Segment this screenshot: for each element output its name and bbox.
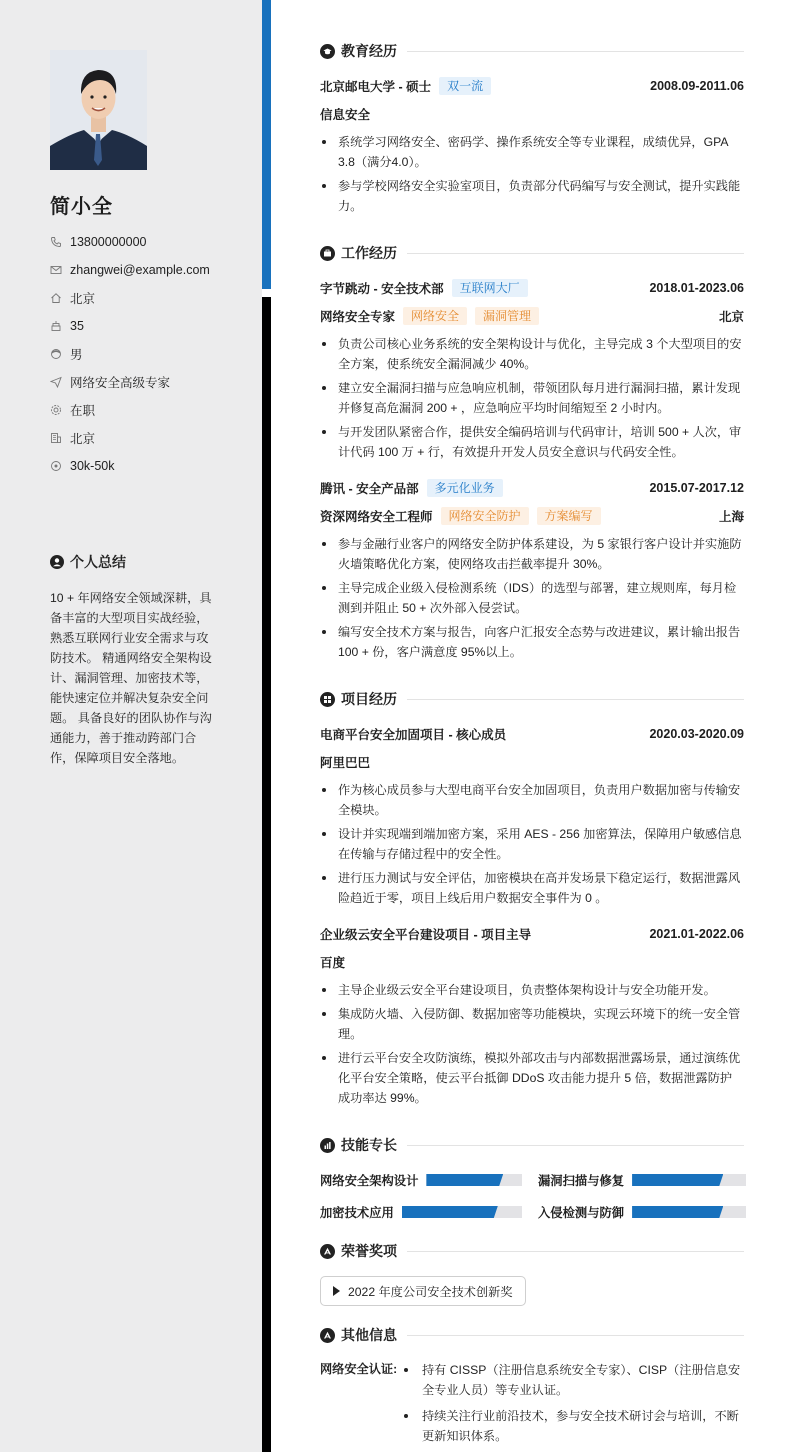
graduation-cap-icon: [320, 44, 335, 59]
project-date: 2020.03-2020.09: [649, 727, 744, 741]
list-item: 设计并实现端到端加密方案，采用 AES - 256 加密算法，保障用户敏感信息在传输与存储过程中的安全性。: [320, 824, 744, 864]
skill-item: [538, 1202, 746, 1222]
grid-icon: [320, 692, 335, 707]
other-title: 其他信息: [341, 1327, 397, 1343]
skill-bar-fill: [632, 1174, 723, 1186]
award-item[interactable]: [320, 1276, 526, 1306]
briefcase-icon: [320, 246, 335, 261]
education-major: 信息安全: [320, 108, 371, 122]
project-entry: [320, 924, 744, 1112]
dark-divider: [262, 297, 271, 1452]
work-heading: [320, 243, 744, 263]
education-date: 2008.09-2011.06: [650, 79, 744, 93]
skill-name: 入侵检测与防御: [538, 1206, 625, 1220]
project-date: 2021.01-2022.06: [649, 927, 744, 941]
project-entry: [320, 724, 744, 912]
info-status: [50, 396, 210, 424]
job-date: 2015.07-2017.12: [649, 481, 744, 495]
list-item: 持续关注行业前沿技术，参与安全技术研讨会与培训，不断更新知识体系。: [404, 1406, 744, 1446]
list-item: 集成防火墙、入侵防御、数据加密等功能模块，实现云环境下的统一安全管理。: [320, 1004, 744, 1044]
project-bullets: [320, 980, 744, 1108]
job-bullets: [320, 534, 744, 662]
company-name: 字节跳动 - 安全技术部: [320, 282, 444, 296]
projects-heading: [320, 689, 744, 709]
info-gender: [50, 340, 210, 368]
list-item: 参与学校网络安全实验室项目，负责部分代码编写与安全测试，提升实践能力。: [320, 176, 744, 216]
info-icon: [320, 1328, 335, 1343]
info-salary: [50, 452, 210, 480]
other-info: [320, 1358, 744, 1452]
play-triangle-icon: [333, 1286, 340, 1296]
info-gender-text: 男: [70, 348, 83, 362]
user-circle-icon: [50, 555, 64, 569]
info-phone: [50, 228, 210, 256]
skill-item: [320, 1202, 522, 1222]
section-rule: [407, 1145, 744, 1146]
list-item: 建立安全漏洞扫描与应急响应机制，带领团队每月进行漏洞扫描，累计发现并修复高危漏洞 200 + ，应急响应平均时间缩短至 2 小时内。: [320, 378, 744, 418]
other-bullets: [404, 1358, 744, 1452]
company-name: 腾讯 - 安全产品部: [320, 482, 419, 496]
age-icon: [50, 320, 62, 332]
section-rule: [407, 51, 744, 52]
school-tag: 双一流: [439, 77, 491, 95]
projects-title: 项目经历: [341, 691, 397, 707]
info-home: [50, 284, 210, 312]
job-city: 北京: [718, 310, 744, 324]
list-item: 主导完成企业级入侵检测系统（IDS）的选型与部署，建立规则库，每月检测到并阻止 50 + 次外部入侵尝试。: [320, 578, 744, 618]
job-city: 上海: [718, 510, 744, 524]
bar-chart-icon: [320, 1138, 335, 1153]
gender-icon: [50, 348, 62, 360]
skill-bar-fill: [426, 1174, 503, 1186]
project-bullets: [320, 780, 744, 908]
list-item: 编写安全技术方案与报告，向客户汇报安全态势与改进建议，累计输出报告 100 + 份，客户满意度 95%以上。: [320, 622, 744, 662]
skill-bar-fill: [632, 1206, 723, 1218]
honors-heading: [320, 1241, 744, 1261]
other-heading: [320, 1325, 744, 1345]
summary-title: 个人总结: [70, 554, 126, 570]
summary-text: 10 + 年网络安全领域深耕，具备丰富的大型项目实战经验，熟悉互联网行业安全需求与攻防技术。 精通网络安全架构设计、漏洞管理、加密技术等，能快速定位并解决复杂安全问题。 具备良好的团队协作与沟通能力，善于推动跨部门合作，保障项目安全落地。: [50, 591, 212, 765]
summary-heading: [50, 552, 126, 572]
job-entry: [320, 478, 744, 666]
skill-bar: [632, 1174, 746, 1186]
info-email-text: zhangwei@example.com: [70, 263, 210, 277]
section-rule: [407, 253, 744, 254]
project-name: 企业级云安全平台建设项目 - 项目主导: [320, 928, 532, 942]
info-location-text: 北京: [70, 432, 96, 446]
project-org: 百度: [320, 956, 346, 970]
accent-divider: [262, 0, 271, 289]
mail-icon: [50, 264, 62, 276]
skills-heading: [320, 1135, 744, 1155]
company-tag: 多元化业务: [427, 479, 503, 497]
job-bullets: [320, 334, 744, 462]
skill-item: [538, 1170, 746, 1190]
project-org: 阿里巴巴: [320, 756, 371, 770]
send-icon: [50, 376, 62, 388]
job-role: 资深网络安全工程师: [320, 510, 433, 524]
list-item: 系统学习网络安全、密码学、操作系统安全等专业课程，成绩优异，GPA 3.8（满分4.0）。: [320, 132, 744, 172]
award-icon: [320, 1244, 335, 1259]
info-status-text: 在职: [70, 404, 96, 418]
profile-name: 简小全: [50, 196, 113, 218]
info-title: [50, 368, 210, 396]
section-rule: [407, 1335, 744, 1336]
certification-label: 网络安全认证:: [320, 1362, 398, 1376]
info-email: [50, 256, 210, 284]
list-item: 主导企业级云安全平台建设项目，负责整体架构设计与安全功能开发。: [320, 980, 744, 1000]
profile-photo: [50, 50, 147, 170]
skill-tag: 方案编写: [537, 507, 601, 525]
status-icon: [50, 404, 62, 416]
info-salary-text: 30k-50k: [70, 459, 115, 473]
skill-tag: 网络安全防护: [441, 507, 529, 525]
building-icon: [50, 432, 62, 444]
skill-bar: [402, 1206, 522, 1218]
salary-icon: [50, 460, 62, 472]
skill-name: 网络安全架构设计: [320, 1174, 419, 1188]
info-home-text: 北京: [70, 292, 96, 306]
info-location: [50, 424, 210, 452]
company-tag: 互联网大厂: [452, 279, 528, 297]
info-age-text: 35: [70, 319, 84, 333]
education-title: 教育经历: [341, 43, 397, 59]
project-name: 电商平台安全加固项目 - 核心成员: [320, 728, 507, 742]
info-title-text: 网络安全高级专家: [70, 376, 171, 390]
list-item: 与开发团队紧密合作，提供安全编码培训与代码审计，培训 500 + 人次，审计代码 100 万 + 行，有效提升开发人员安全意识与代码安全性。: [320, 422, 744, 462]
education-heading: [320, 41, 744, 61]
list-item: 持有 CISSP（注册信息系统安全专家）、CISP（注册信息安全专业人员）等专业认证。: [404, 1360, 744, 1400]
skills-title: 技能专长: [341, 1137, 397, 1153]
section-rule: [407, 1251, 744, 1252]
contact-info-list: [50, 228, 210, 480]
education-entry: [320, 76, 744, 220]
skill-item: [320, 1170, 522, 1190]
work-title: 工作经历: [341, 245, 397, 261]
info-age: [50, 312, 210, 340]
skill-tag: 网络安全: [403, 307, 467, 325]
honors-title: 荣誉奖项: [341, 1243, 397, 1259]
skill-tag: 漏洞管理: [475, 307, 539, 325]
skill-bar: [632, 1206, 746, 1218]
award-label: 2022 年度公司安全技术创新奖: [348, 1284, 513, 1299]
skill-bar: [426, 1174, 522, 1186]
list-item: 作为核心成员参与大型电商平台安全加固项目，负责用户数据加密与传输安全模块。: [320, 780, 744, 820]
section-rule: [407, 699, 744, 700]
list-item: 进行压力测试与安全评估，加密模块在高并发场景下稳定运行，数据泄露风险趋近于零，项目上线后用户数据安全事件为 0 。: [320, 868, 744, 908]
skill-name: 漏洞扫描与修复: [538, 1174, 625, 1188]
home-icon: [50, 292, 62, 304]
list-item: 参与金融行业客户的网络安全防护体系建设，为 5 家银行客户设计并实施防火墙策略优化方案，使网络攻击拦截率提升 30%。: [320, 534, 744, 574]
list-item: 负责公司核心业务系统的安全架构设计与优化，主导完成 3 个大型项目的安全方案，使系统安全漏洞减少 40%。: [320, 334, 744, 374]
job-role: 网络安全专家: [320, 310, 396, 324]
list-item: 进行云平台安全攻防演练，模拟外部攻击与内部数据泄露场景，通过演练优化平台安全策略，使云平台抵御 DDoS 攻击能力提升 5 倍，数据泄露防护成功率达 99%。: [320, 1048, 744, 1108]
skill-bar-fill: [402, 1206, 498, 1218]
school-name: 北京邮电大学 - 硕士: [320, 80, 432, 94]
job-entry: [320, 278, 744, 466]
education-bullets: [320, 132, 744, 216]
job-date: 2018.01-2023.06: [649, 281, 744, 295]
info-phone-text: 13800000000: [70, 235, 147, 249]
skill-name: 加密技术应用: [320, 1206, 394, 1220]
phone-icon: [50, 236, 62, 248]
